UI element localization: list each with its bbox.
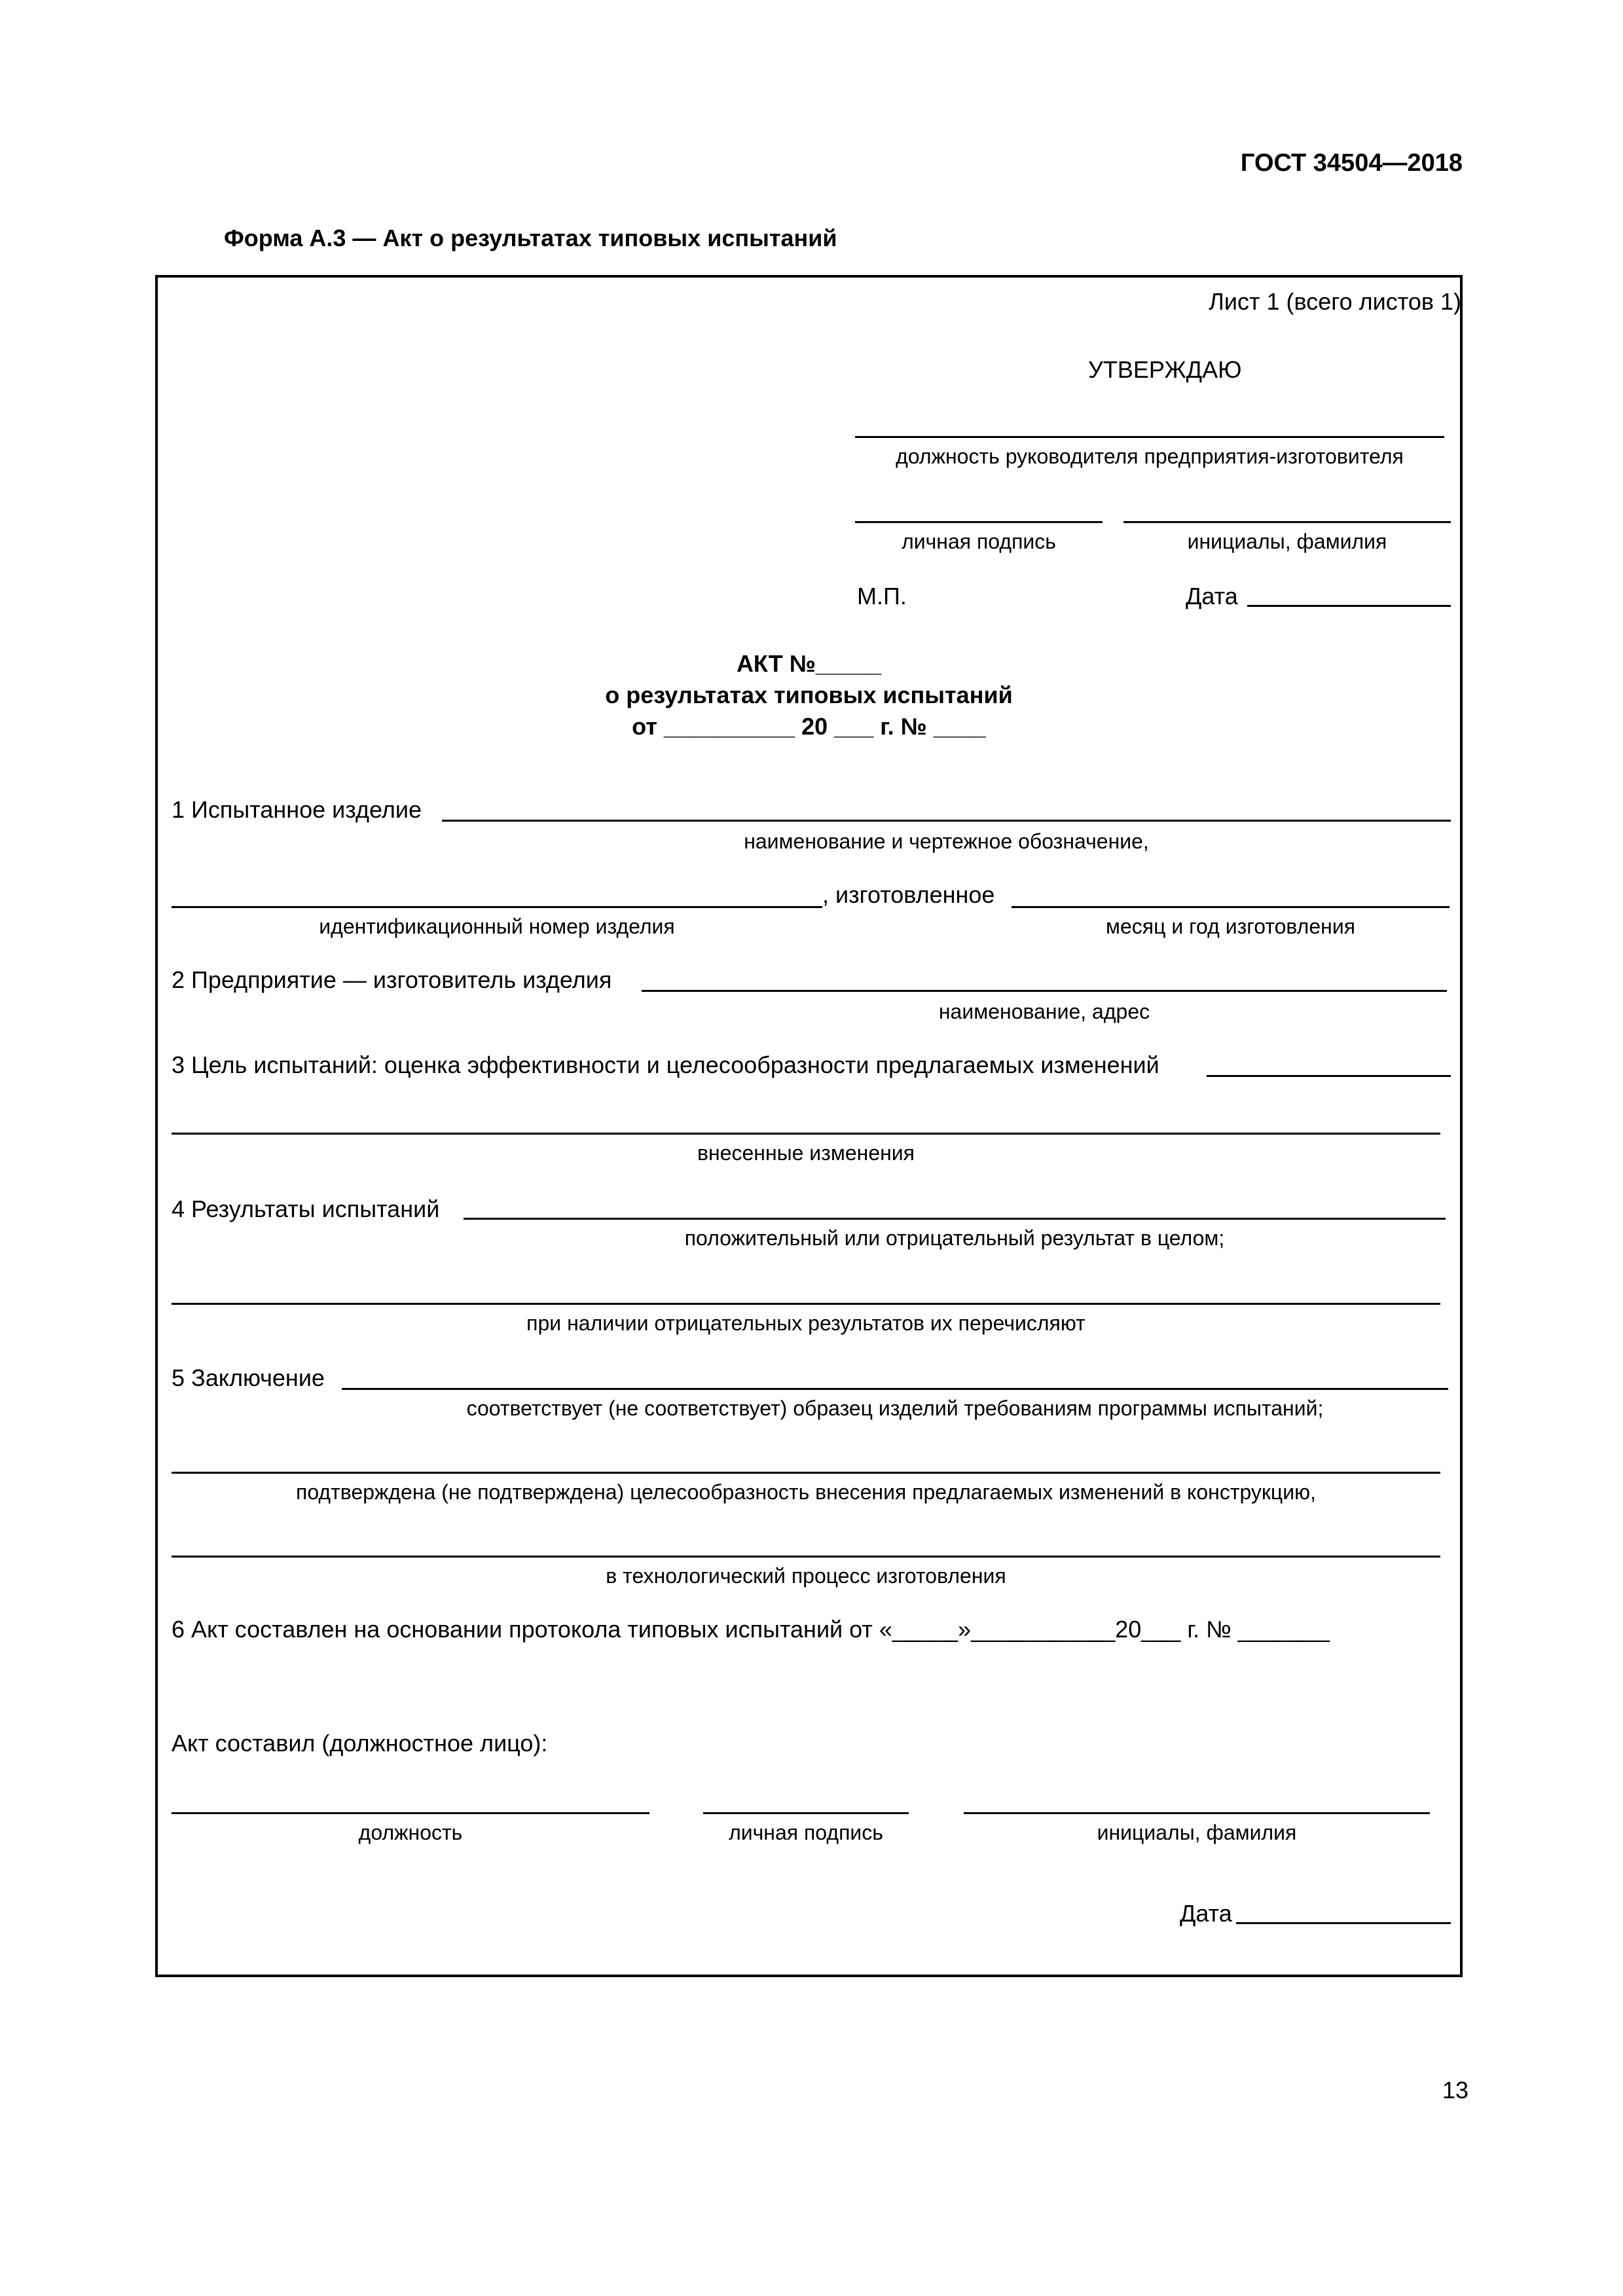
approver-name-caption: инициалы, фамилия bbox=[1187, 530, 1387, 553]
standard-number: ГОСТ 34504—2018 bbox=[1240, 149, 1463, 177]
item5-process-caption: в технологический процесс изготовления bbox=[606, 1564, 1006, 1588]
approver-name-line[interactable] bbox=[1123, 521, 1451, 523]
approver-signature-caption: личная подпись bbox=[902, 530, 1056, 553]
approval-date-line[interactable] bbox=[1247, 605, 1451, 607]
approver-position-line[interactable] bbox=[855, 436, 1444, 438]
item5-process-line[interactable] bbox=[172, 1556, 1440, 1558]
item4-negative-caption: при наличии отрицательных результатов их перечисляют bbox=[526, 1311, 1085, 1335]
compiler-position-caption: должность bbox=[358, 1821, 463, 1844]
item3-line[interactable] bbox=[1207, 1075, 1451, 1077]
item5-caption: соответствует (не соответствует) образец изделий требованиям программы испытаний; bbox=[466, 1396, 1324, 1420]
item1-line[interactable] bbox=[442, 820, 1451, 822]
stamp-label: М.П. bbox=[857, 583, 907, 610]
item4-line[interactable] bbox=[464, 1218, 1446, 1220]
item1-id-line[interactable] bbox=[172, 906, 822, 908]
compiler-signature-caption: личная подпись bbox=[729, 1821, 883, 1844]
approval-date-label: Дата bbox=[1186, 583, 1238, 610]
item5-feasibility-caption: подтверждена (не подтверждена) целесообразность внесения предлагаемых изменений в конструкцию, bbox=[295, 1480, 1317, 1504]
form-title: Форма А.3 — Акт о результатах типовых испытаний bbox=[224, 225, 837, 251]
item1-date-caption: месяц и год изготовления bbox=[1105, 915, 1356, 938]
item4-negative-line[interactable] bbox=[172, 1303, 1440, 1305]
compiler-date-line[interactable] bbox=[1236, 1922, 1451, 1924]
item5-feasibility-line[interactable] bbox=[172, 1472, 1440, 1474]
item3-changes-line[interactable] bbox=[172, 1133, 1440, 1135]
act-title-date: от __________ 20 ___ г. № ____ bbox=[632, 713, 986, 740]
approve-heading: УТВЕРЖДАЮ bbox=[1088, 356, 1242, 383]
item2-line[interactable] bbox=[642, 990, 1447, 992]
compiler-name-line[interactable] bbox=[964, 1812, 1430, 1814]
item5-line[interactable] bbox=[342, 1388, 1448, 1390]
page-number: 13 bbox=[1442, 2077, 1468, 2104]
item4-caption: положительный или отрицательный результат в целом; bbox=[684, 1226, 1225, 1250]
item2-label: 2 Предприятие — изготовитель изделия bbox=[172, 966, 612, 993]
item3-label: 3 Цель испытаний: оценка эффективности и целесообразности предлагаемых изменений bbox=[172, 1051, 1159, 1078]
item1-caption: наименование и чертежное обозначение, bbox=[744, 829, 1149, 853]
approver-position-caption: должность руководителя предприятия-изготовителя bbox=[896, 445, 1404, 468]
item1-manufactured-label: , изготовленное bbox=[822, 881, 995, 908]
act-title-subject: о результатах типовых испытаний bbox=[605, 682, 1013, 708]
compiler-date-label: Дата bbox=[1180, 1900, 1232, 1927]
approver-signature-line[interactable] bbox=[855, 521, 1103, 523]
item1-id-caption: идентификационный номер изделия bbox=[319, 915, 675, 938]
item4-label: 4 Результаты испытаний bbox=[172, 1195, 440, 1222]
compiler-position-line[interactable] bbox=[172, 1812, 649, 1814]
item6-text: 6 Акт составлен на основании протокола типовых испытаний от «_____»___________20___ г. № _______ bbox=[172, 1616, 1330, 1643]
item1-label: 1 Испытанное изделие bbox=[172, 796, 422, 823]
compiled-by-label: Акт составил (должностное лицо): bbox=[172, 1730, 548, 1757]
compiler-signature-line[interactable] bbox=[703, 1812, 909, 1814]
item2-caption: наименование, адрес bbox=[938, 1000, 1150, 1023]
item1-date-line[interactable] bbox=[1012, 906, 1450, 908]
compiler-name-caption: инициалы, фамилия bbox=[1097, 1821, 1297, 1844]
act-title-number: АКТ №_____ bbox=[736, 650, 882, 677]
sheet-info: Лист 1 (всего листов 1) bbox=[1209, 288, 1461, 315]
item5-label: 5 Заключение bbox=[172, 1364, 325, 1391]
item3-caption: внесенные изменения bbox=[697, 1141, 915, 1165]
